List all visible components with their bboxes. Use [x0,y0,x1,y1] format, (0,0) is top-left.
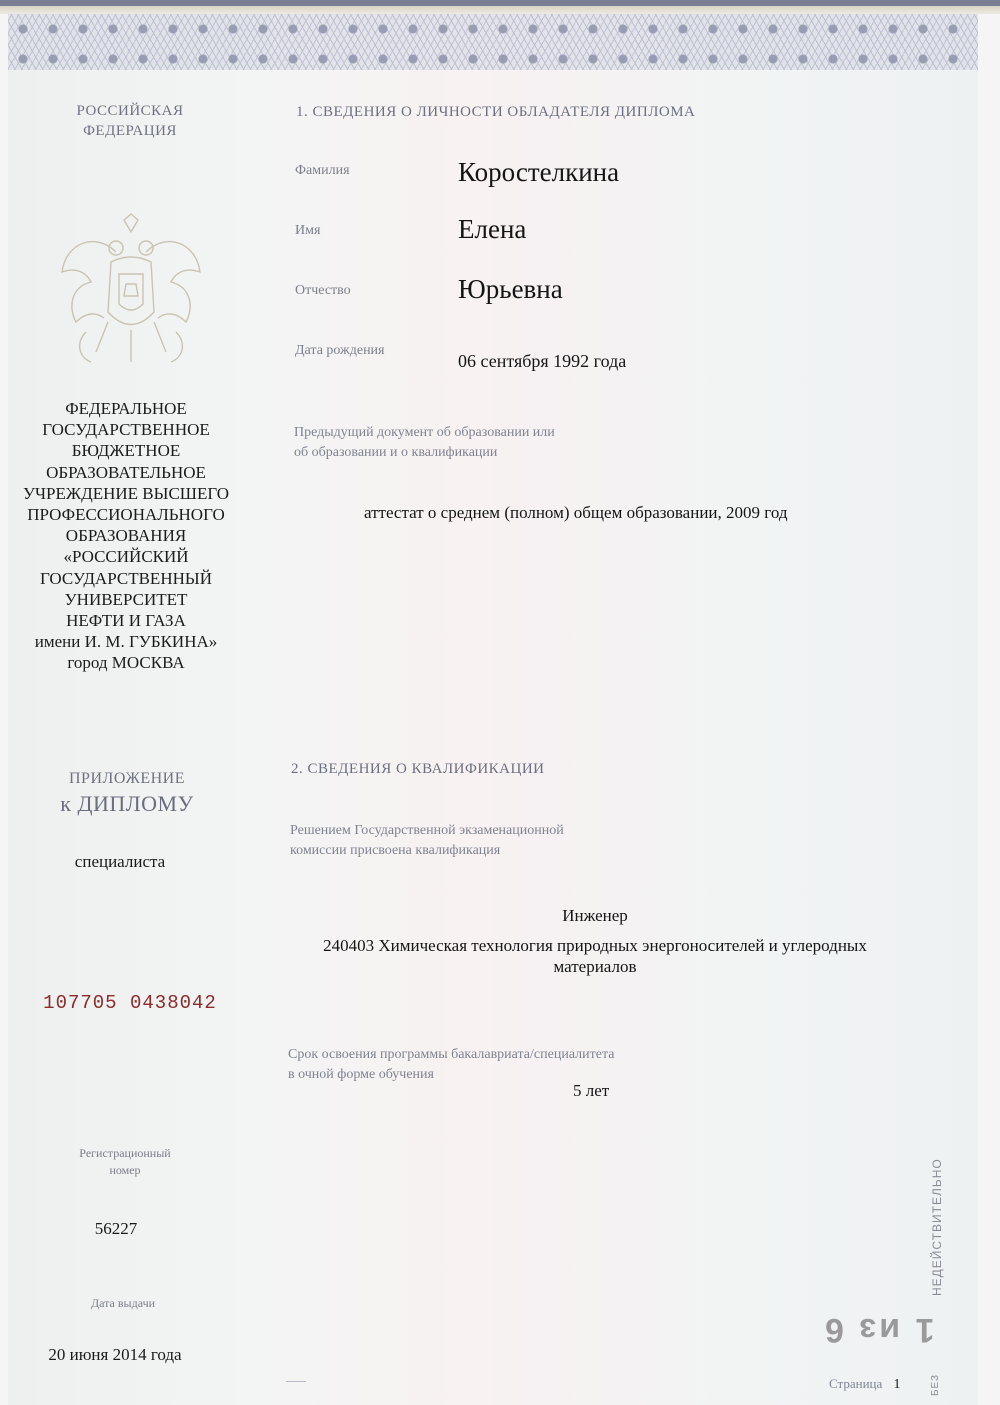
serial-number: 107705 0438042 [43,992,217,1014]
patronymic-value: Юрьевна [458,274,563,304]
surname-label: Фамилия [295,163,350,178]
appendix-title: ПРИЛОЖЕНИЕ [68,770,185,787]
qualification-decision-label: Решением Государственной экзаменационной комиссии присвоена квалификация [290,823,564,858]
degree-level: специалиста [74,852,166,871]
invalid-stamp: НЕДЕЙСТВИТЕЛЬНО [930,1158,944,1296]
section2-title: 2. СВЕДЕНИЯ О КВАЛИФИКАЦИИ [291,761,545,777]
name-label: Имя [295,223,321,238]
registration-number: 56227 [94,1219,138,1238]
registration-label: Регистрационный номер [79,1146,171,1177]
qualification-value: Инженер [562,906,628,925]
patronymic-label: Отчество [295,283,351,298]
top-edge [0,6,1000,14]
study-duration-label: Срок освоения программы бакалавриата/специалитета в очной форме обучения [288,1047,615,1082]
surname-value: Коростелкина [458,157,620,187]
appendix-subtitle: к ДИПЛОМУ [60,791,194,816]
birth-date-label: Дата рождения [295,343,385,358]
issue-date: 20 июня 2014 года [48,1345,182,1364]
section1-title: 1. СВЕДЕНИЯ О ЛИЧНОСТИ ОБЛАДАТЕЛЯ ДИПЛОМА [296,104,696,120]
without-stamp: БЕЗ [930,1373,941,1396]
issue-date-label: Дата выдачи [90,1296,156,1310]
previous-document-label: Предыдущий документ об образовании или об образовании и о квалификации [294,425,555,460]
previous-document-value: аттестат о среднем (полном) общем образовании, 2009 год [364,503,788,522]
study-duration-value: 5 лет [573,1081,610,1100]
guilloche-ornament [8,14,978,70]
birth-date-value: 06 сентября 1992 года [458,351,627,371]
divider [286,1381,306,1382]
page-label: Страница 1 [829,1376,901,1392]
country-name: РОССИЙСКАЯ ФЕДЕРАЦИЯ [76,103,184,139]
organization-name: ФЕДЕРАЛЬНОЕ ГОСУДАРСТВЕННОЕ БЮДЖЕТНОЕ ОБРАЗОВАТЕЛЬНОЕ УЧРЕЖДЕНИЕ ВЫСШЕГО ПРОФЕССИОНАЛЬНОГО ОБРАЗОВАНИЯ «РОССИЙСКИЙ ГОСУДАРСТВЕННЫЙ УНИВЕРСИТЕТ НЕФТИ И ГАЗА имени И. М. ГУБКИНА» город МОСКВА [22,399,230,673]
diploma-sheet [8,0,978,1405]
coat-of-arms-icon [56,212,206,372]
page-counter: 1 из 6 [822,1311,935,1349]
name-value: Елена [458,214,527,244]
specialty-value: 240403 Химическая технология природных энергоносителей и углеродных материалов [323,936,867,976]
